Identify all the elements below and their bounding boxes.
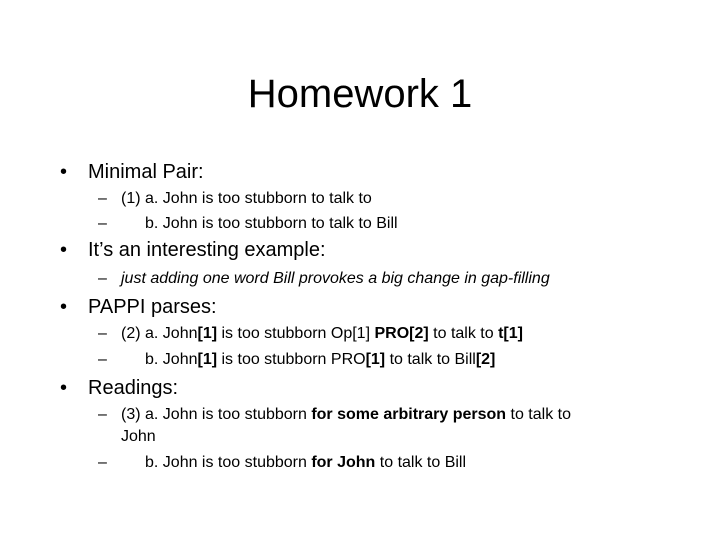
dash-icon: – [98, 270, 107, 287]
dash-icon: – [98, 325, 107, 342]
text-segment: (2) a. John [121, 325, 198, 342]
text-segment: to talk to Bill [375, 454, 467, 471]
bullet-icon: • [60, 377, 68, 399]
bold-segment: [1] [197, 351, 218, 368]
bullet-icon: • [60, 161, 68, 183]
bullet-icon: • [60, 239, 68, 261]
dash-icon: – [98, 351, 107, 368]
text-segment: b. John is too stubborn [145, 454, 312, 471]
text-segment: is too stubborn PRO [217, 351, 366, 368]
bullet-icon: • [60, 296, 68, 318]
bullet-heading: Minimal Pair: [88, 161, 204, 183]
dash-icon: – [98, 406, 107, 423]
text-segment: to talk to [506, 406, 571, 423]
sub-item-text [121, 404, 571, 426]
text-segment: (3) a. John is too stubborn [121, 406, 312, 423]
bold-segment: PRO[2] [374, 325, 429, 342]
sub-item-text: b. John is too stubborn to talk to Bill [145, 215, 398, 232]
text-segment: is too stubborn Op[1] [217, 325, 375, 342]
dash-icon: – [98, 215, 107, 232]
dash-icon: – [98, 454, 107, 471]
bullet-heading: PAPPI parses: [88, 296, 217, 318]
dash-icon: – [98, 190, 107, 207]
bold-segment: [1] [197, 325, 218, 342]
bold-segment: [2] [475, 351, 496, 368]
bullet-heading: It’s an interesting example: [88, 239, 326, 261]
bold-segment: for some arbitrary person [311, 406, 507, 423]
sub-item-text: just adding one word Bill provokes a big change in gap-filling [121, 270, 550, 287]
sub-item-text [145, 452, 466, 474]
sub-item-text [121, 323, 523, 345]
text-segment: to talk to [428, 325, 499, 342]
sub-item-text: (1) a. John is too stubborn to talk to [121, 190, 372, 207]
sub-item-text [145, 349, 495, 371]
slide-title: Homework 1 [247, 72, 473, 116]
bullet-heading: Readings: [88, 377, 179, 399]
bold-segment: [1] [365, 351, 386, 368]
text-segment: to talk to Bill [385, 351, 476, 368]
bold-segment: for John [311, 454, 376, 471]
sub-item-text: John [121, 428, 156, 445]
text-segment: b. John [145, 351, 198, 368]
bold-segment: t[1] [498, 325, 523, 342]
